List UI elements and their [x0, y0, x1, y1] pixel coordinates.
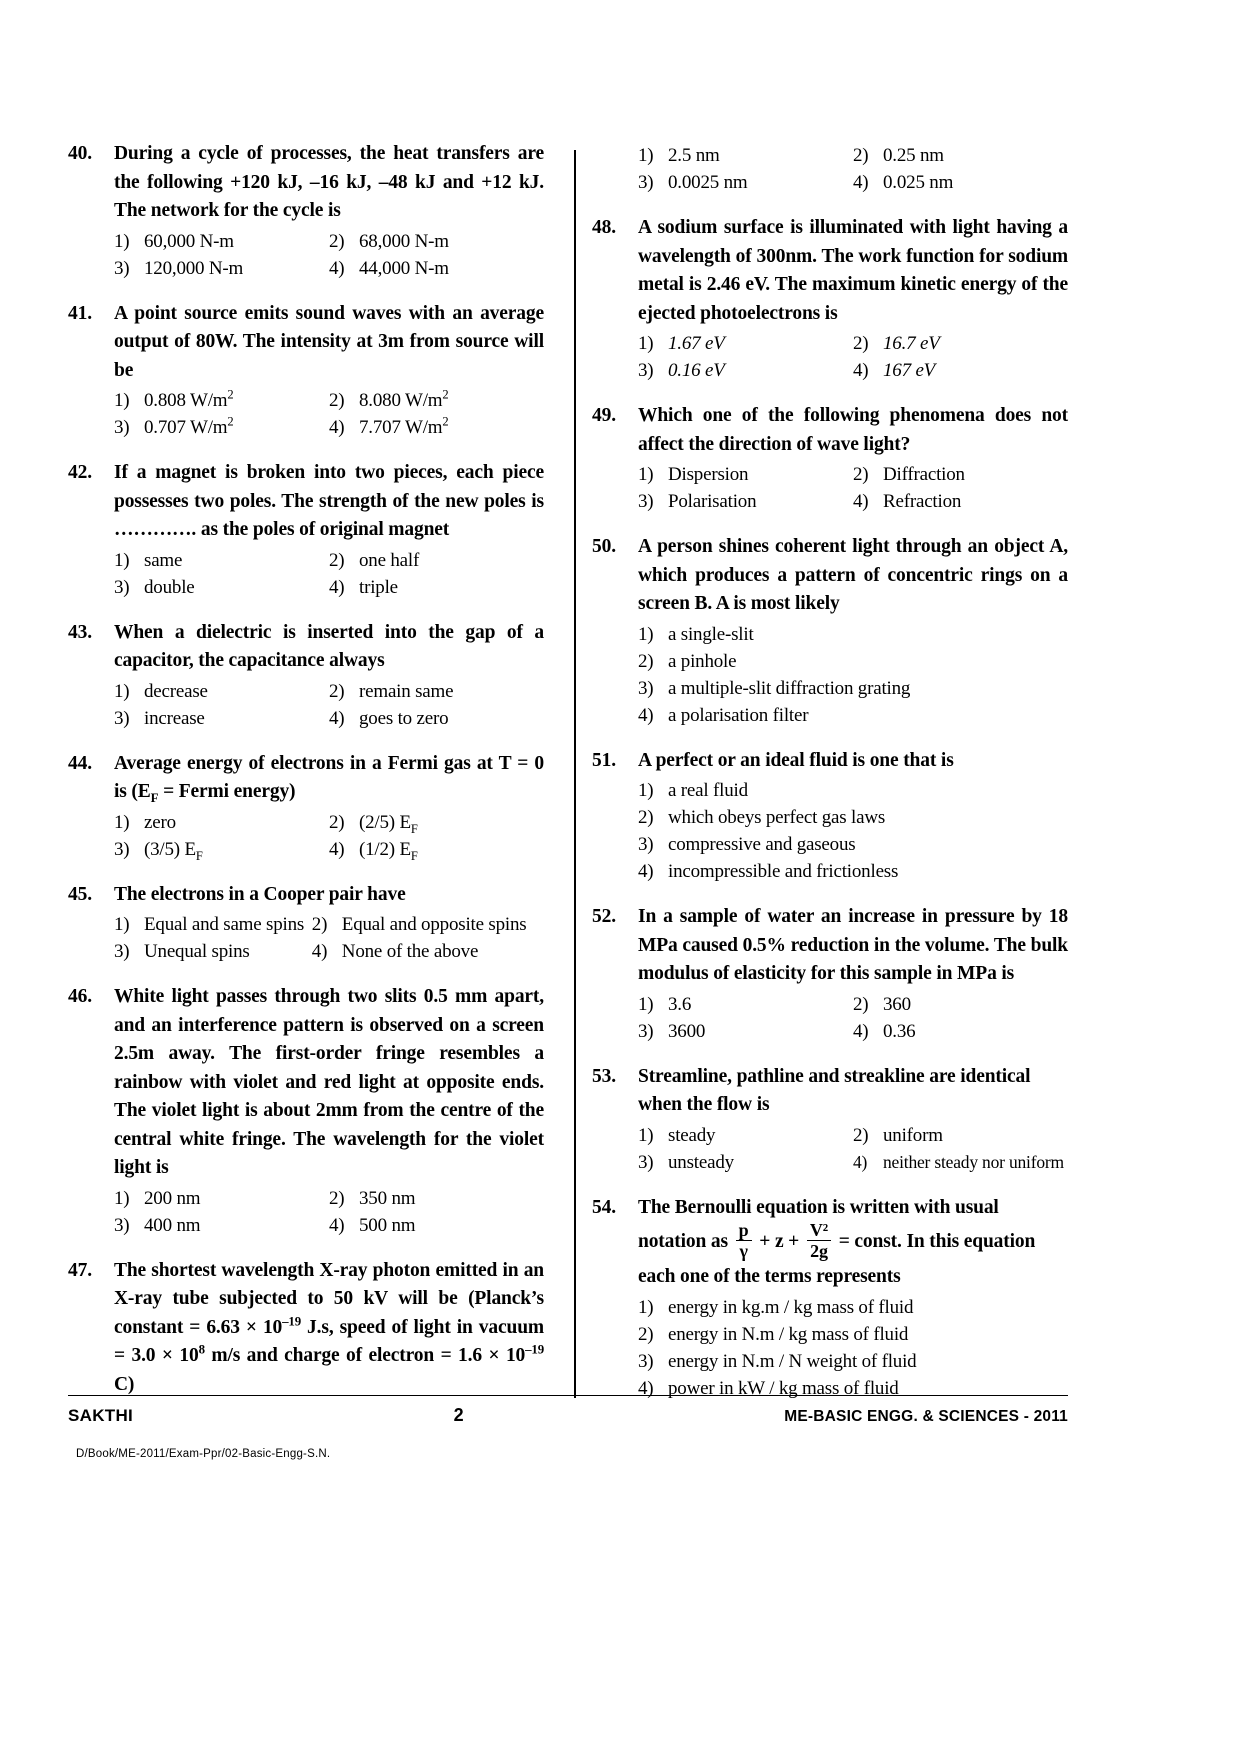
- option-marker: 3): [114, 941, 130, 962]
- option-label: power in kW / kg mass of fluid: [668, 1377, 899, 1399]
- option-3[interactable]: [114, 705, 329, 732]
- option-label: 60,000 N-m: [144, 230, 234, 252]
- option-label: 1.67 eV: [668, 333, 725, 354]
- question-text-line1: The Bernoulli equation is written with usual: [638, 1196, 999, 1218]
- option-4[interactable]: [853, 1149, 1068, 1176]
- options-list: [638, 1122, 1068, 1176]
- question-number: 44.: [68, 752, 93, 774]
- option-marker: 4): [638, 861, 654, 882]
- option-label: 400 nm: [144, 1214, 201, 1236]
- option-marker: 3): [114, 1214, 130, 1236]
- options-list: [114, 228, 544, 282]
- option-2[interactable]: [853, 330, 1068, 357]
- column-divider: [574, 150, 576, 1398]
- option-label: 8.080 $W/m^2$: [359, 387, 449, 411]
- option-label: Dispersion: [668, 464, 749, 485]
- question-number: 45.: [68, 883, 93, 905]
- option-label: Equal and same spins: [144, 914, 305, 935]
- question-number: 52.: [592, 906, 617, 927]
- footer-exam-title: ME-BASIC ENGG. & SCIENCES - 2011: [784, 1408, 1068, 1425]
- option-4[interactable]: [853, 357, 1068, 384]
- fraction-v2-over-2g: [807, 1222, 831, 1261]
- option-label: a single-slit: [668, 623, 754, 645]
- option-label: 120,000 N-m: [144, 257, 244, 279]
- option-3[interactable]: [638, 1348, 1068, 1375]
- option-marker: 4): [638, 1377, 654, 1399]
- options-list: [114, 1185, 544, 1239]
- question-44: [68, 750, 544, 863]
- question-text: When a dielectric is inserted into the gap of a capacitor, the capacitance always: [114, 621, 544, 671]
- option-1[interactable]: [114, 911, 312, 938]
- option-marker: 2): [638, 650, 654, 672]
- question-number: 54.: [592, 1196, 617, 1218]
- option-marker: 1): [638, 464, 654, 485]
- option-label: 0.707 $W/m^2$: [144, 414, 234, 438]
- option-2[interactable]: [329, 678, 544, 705]
- option-1[interactable]: [114, 678, 329, 705]
- option-marker: 4): [329, 257, 345, 279]
- option-marker: 3): [114, 257, 130, 279]
- option-label: zero: [144, 811, 176, 833]
- option-marker: 4): [853, 172, 869, 193]
- two-column-content: [68, 140, 1068, 1399]
- option-label: same: [144, 549, 183, 571]
- equation-prefix: notation as: [638, 1230, 728, 1252]
- option-4[interactable]: [638, 702, 1068, 729]
- option-marker: 2): [329, 811, 345, 833]
- option-label: (1/2) $E_F$: [359, 838, 418, 863]
- option-1[interactable]: [638, 777, 1068, 804]
- document-path: D/Book/ME-2011/Exam-Ppr/02-Basic-Engg-S.N.: [76, 1448, 331, 1460]
- options-list: [114, 387, 544, 441]
- option-marker: 1): [114, 1187, 130, 1209]
- option-marker: 4): [853, 360, 869, 381]
- option-label: a pinhole: [668, 650, 737, 672]
- option-3[interactable]: [114, 836, 329, 863]
- option-marker: 2): [329, 390, 345, 411]
- question-text: A sodium surface is illuminated with light having a wavelength of 300nm. The work function for sodium metal is 2.46 eV. The maximum kinetic energy of the ejected photoelectrons is: [638, 217, 1068, 324]
- option-marker: 3): [638, 1020, 654, 1042]
- option-4[interactable]: [329, 1212, 544, 1239]
- option-label: energy in N.m / N weight of fluid: [668, 1350, 917, 1372]
- question-text: During a cycle of processes, the heat transfers are the following +120 kJ, –16 kJ, –48 kJ and +12 kJ. The network for the cycle is: [114, 143, 544, 221]
- question-43: [68, 619, 544, 732]
- question-text: Average energy of electrons in a Fermi gas at T = 0 is ($E_F$ = Fermi energy): [114, 752, 544, 805]
- option-label: a real fluid: [668, 780, 748, 801]
- option-label: 3.6: [668, 993, 692, 1015]
- option-label: increase: [144, 707, 205, 729]
- option-4[interactable]: [312, 938, 544, 965]
- footer-brand: SAKTHI: [68, 1406, 134, 1425]
- question-number: 50.: [592, 536, 617, 557]
- equation-plus-z: + z +: [759, 1230, 800, 1252]
- options-list: [638, 142, 1068, 196]
- option-2[interactable]: [853, 461, 1068, 488]
- option-marker: 1): [114, 680, 130, 702]
- fraction-numerator: p: [736, 1222, 752, 1241]
- option-marker: 2): [329, 230, 345, 252]
- option-label: (2/5) $E_F$: [359, 811, 418, 836]
- option-marker: 1): [114, 914, 130, 935]
- option-marker: 2): [329, 549, 345, 571]
- options-list: [638, 1294, 1068, 1402]
- option-3[interactable]: [638, 1018, 853, 1045]
- question-54: [592, 1194, 1068, 1402]
- option-label: Equal and opposite spins: [341, 914, 527, 935]
- option-label: 0.0025 nm: [668, 172, 748, 193]
- question-number: 48.: [592, 217, 617, 238]
- question-text: A person shines coherent light through an object A, which produces a pattern of concentric rings on a screen B. A is most likely: [638, 536, 1068, 614]
- right-column: [592, 140, 1068, 1399]
- options-list: [638, 330, 1068, 384]
- option-label: uniform: [883, 1124, 943, 1146]
- option-3[interactable]: [114, 255, 329, 282]
- question-49: [592, 402, 1068, 515]
- option-2[interactable]: [329, 809, 544, 836]
- option-label: 360: [883, 993, 911, 1015]
- option-label: 0.16 eV: [668, 360, 725, 381]
- option-4[interactable]: [329, 414, 544, 441]
- option-marker: 4): [329, 838, 345, 860]
- option-2[interactable]: [638, 648, 1068, 675]
- option-marker: 1): [638, 780, 654, 801]
- option-label: 200 nm: [144, 1187, 201, 1209]
- question-50: [592, 533, 1068, 729]
- question-text: In a sample of water an increase in pressure by 18 MPa caused 0.5% reduction in the volume. The bulk modulus of elasticity for this sample in MPa is: [638, 906, 1068, 984]
- option-label: energy in N.m / kg mass of fluid: [668, 1323, 909, 1345]
- page-number: 2: [453, 1405, 464, 1425]
- option-label: neither steady nor uniform: [883, 1151, 1064, 1172]
- option-3[interactable]: [114, 414, 329, 441]
- options-list: [114, 547, 544, 601]
- question-number: 40.: [68, 143, 93, 164]
- option-label: 3600: [668, 1020, 706, 1042]
- question-53: [592, 1063, 1068, 1176]
- option-marker: 3): [638, 677, 654, 699]
- question-47: [68, 1257, 544, 1401]
- option-3[interactable]: [638, 357, 853, 384]
- option-label: 7.707 $W/m^2$: [359, 414, 449, 438]
- option-marker: 1): [114, 811, 130, 833]
- question-40: [68, 140, 544, 282]
- option-marker: 2): [853, 333, 869, 354]
- question-text: The electrons in a Cooper pair have: [114, 883, 406, 905]
- bernoulli-equation-line: [638, 1220, 1068, 1262]
- option-1[interactable]: [114, 547, 329, 574]
- option-label: which obeys perfect gas laws: [668, 807, 886, 828]
- option-3[interactable]: [638, 169, 853, 196]
- option-2[interactable]: [329, 547, 544, 574]
- option-4[interactable]: [638, 858, 1068, 885]
- option-marker: 2): [853, 1124, 869, 1146]
- option-label: None of the above: [341, 941, 479, 962]
- option-2[interactable]: [853, 142, 1068, 169]
- page-footer: [68, 1395, 1068, 1426]
- option-marker: 4): [329, 417, 345, 438]
- option-4[interactable]: [329, 705, 544, 732]
- option-marker: 3): [638, 360, 654, 381]
- option-marker: 4): [329, 707, 345, 729]
- question-42: [68, 459, 544, 601]
- option-4[interactable]: [853, 1018, 1068, 1045]
- option-1[interactable]: [114, 1185, 329, 1212]
- option-marker: 1): [638, 1296, 654, 1318]
- question-47-options-continued: [592, 140, 1068, 196]
- option-2[interactable]: [329, 1185, 544, 1212]
- option-1[interactable]: [638, 142, 853, 169]
- option-marker: 3): [638, 172, 654, 193]
- option-2[interactable]: [312, 911, 544, 938]
- question-48: [592, 214, 1068, 384]
- option-marker: 1): [114, 549, 130, 571]
- option-label: 2.5 nm: [668, 145, 720, 166]
- option-label: (3/5) $E_F$: [144, 838, 203, 863]
- option-2[interactable]: [329, 228, 544, 255]
- option-2[interactable]: [853, 1122, 1068, 1149]
- option-label: steady: [668, 1124, 716, 1146]
- question-text: A perfect or an ideal fluid is one that is: [638, 749, 954, 771]
- option-marker: 4): [329, 1214, 345, 1236]
- option-marker: 2): [638, 807, 654, 828]
- option-marker: 4): [853, 1020, 869, 1042]
- option-label: 350 nm: [359, 1187, 416, 1209]
- question-number: 46.: [68, 986, 93, 1007]
- option-label: Refraction: [883, 491, 962, 512]
- option-label: goes to zero: [359, 707, 449, 729]
- option-label: 16.7 eV: [883, 333, 940, 354]
- option-label: double: [144, 576, 195, 598]
- question-text: The shortest wavelength X-ray photon emitted in an X-ray tube subjected to 50 kV will be (Planck’s constant = $6.63 \times 10^{-19}$ J.s, speed of light in vacuum = $3.0 \times 10^8$ m/s and charge of electron = $1.6 \times 10^{-19}$ C): [114, 1259, 544, 1395]
- fraction-numerator: V²: [807, 1222, 831, 1241]
- option-1[interactable]: [638, 461, 853, 488]
- option-label: 500 nm: [359, 1214, 416, 1236]
- option-4[interactable]: [329, 836, 544, 863]
- option-label: decrease: [144, 680, 208, 702]
- option-marker: 1): [638, 1124, 654, 1146]
- option-label: compressive and gaseous: [668, 834, 856, 855]
- question-number: 47.: [68, 1259, 93, 1281]
- option-label: Unequal spins: [144, 941, 250, 962]
- question-number: 43.: [68, 621, 93, 643]
- option-3[interactable]: [114, 938, 312, 965]
- option-label: 0.025 nm: [883, 172, 954, 193]
- question-41: [68, 300, 544, 442]
- question-text: A point source emits sound waves with an average output of 80W. The intensity at 3m from source will be: [114, 302, 544, 381]
- option-1[interactable]: [638, 991, 853, 1018]
- option-marker: 1): [638, 623, 654, 645]
- options-list: [114, 911, 544, 965]
- option-marker: 2): [853, 145, 869, 166]
- option-1[interactable]: [638, 330, 853, 357]
- option-label: triple: [359, 576, 398, 598]
- options-list: [114, 678, 544, 732]
- option-marker: 2): [638, 1323, 654, 1345]
- option-marker: 3): [114, 417, 130, 438]
- option-label: 0.808 $W/m^2$: [144, 387, 234, 411]
- option-marker: 3): [638, 1350, 654, 1372]
- option-3[interactable]: [638, 831, 1068, 858]
- question-text: White light passes through two slits 0.5 mm apart, and an interference pattern is observed on a screen 2.5m away. The first-order fringe resembles a rainbow with violet and red light at opposite ends. The violet light is about 2mm from the centre of the central white fringe. The wavelength for the violet light is: [114, 986, 544, 1178]
- option-marker: 2): [853, 464, 869, 485]
- option-4[interactable]: [853, 169, 1068, 196]
- option-1[interactable]: [114, 387, 329, 414]
- option-marker: 3): [114, 838, 130, 860]
- option-3[interactable]: [638, 675, 1068, 702]
- question-text-line3: each one of the terms represents: [638, 1266, 901, 1287]
- option-3[interactable]: [114, 1212, 329, 1239]
- option-1[interactable]: [638, 1122, 853, 1149]
- question-52: [592, 903, 1068, 1045]
- option-1[interactable]: [114, 228, 329, 255]
- option-2[interactable]: [853, 991, 1068, 1018]
- option-marker: 2): [329, 680, 345, 702]
- question-45: [68, 881, 544, 966]
- option-marker: 3): [638, 1151, 654, 1173]
- question-number: 51.: [592, 749, 617, 771]
- option-marker: 1): [638, 333, 654, 354]
- option-marker: 4): [853, 1151, 868, 1172]
- question-number: 41.: [68, 302, 93, 324]
- option-label: 44,000 N-m: [359, 257, 449, 279]
- option-1[interactable]: [638, 621, 1068, 648]
- fraction-p-over-gamma: [736, 1222, 752, 1261]
- option-label: 0.25 nm: [883, 145, 944, 166]
- option-label: incompressible and frictionless: [668, 861, 899, 882]
- option-4[interactable]: [853, 488, 1068, 515]
- question-number: 49.: [592, 405, 617, 426]
- options-list: [114, 809, 544, 863]
- option-4[interactable]: [329, 574, 544, 601]
- option-marker: 1): [638, 993, 654, 1015]
- equation-tail: = const. In this equation: [838, 1230, 1036, 1252]
- options-list: [638, 621, 1068, 729]
- option-marker: 1): [114, 390, 130, 411]
- option-label: a polarisation filter: [668, 704, 809, 726]
- option-marker: 2): [311, 914, 328, 935]
- option-label: one half: [359, 549, 420, 571]
- option-3[interactable]: [114, 574, 329, 601]
- option-label: 0.36: [883, 1020, 916, 1042]
- fraction-denominator: γ: [739, 1241, 748, 1261]
- option-marker: 3): [114, 707, 130, 729]
- option-1[interactable]: [638, 1294, 1068, 1321]
- option-marker: 4): [311, 941, 328, 962]
- question-text: Streamline, pathline and streakline are identical when the flow is: [638, 1065, 1031, 1115]
- option-label: Polarisation: [668, 491, 757, 512]
- option-label: Diffraction: [883, 464, 965, 485]
- question-46: [68, 983, 544, 1239]
- fraction-denominator: 2g: [810, 1241, 828, 1261]
- question-number: 42.: [68, 462, 93, 483]
- option-label: 68,000 N-m: [359, 230, 449, 252]
- option-marker: 3): [638, 491, 654, 512]
- options-list: [638, 991, 1068, 1045]
- option-3[interactable]: [638, 1149, 853, 1176]
- option-label: a multiple-slit diffraction grating: [668, 677, 911, 699]
- option-4[interactable]: [329, 255, 544, 282]
- option-label: 167 eV: [883, 360, 936, 381]
- option-marker: 4): [329, 576, 345, 598]
- options-list: [638, 461, 1068, 515]
- option-marker: 2): [853, 993, 869, 1015]
- option-3[interactable]: [638, 488, 853, 515]
- option-1[interactable]: [114, 809, 329, 836]
- option-label: remain same: [359, 680, 454, 702]
- option-2[interactable]: [638, 1321, 1068, 1348]
- option-marker: 3): [638, 834, 654, 855]
- options-list: [638, 777, 1068, 885]
- question-text: If a magnet is broken into two pieces, each piece possesses two poles. The strength of the new poles is …………. as the poles of original magnet: [114, 462, 544, 540]
- option-marker: 2): [329, 1187, 345, 1209]
- spacer: [592, 140, 638, 196]
- question-number: 53.: [592, 1065, 617, 1087]
- option-marker: 3): [114, 576, 130, 598]
- option-label: energy in kg.m / kg mass of fluid: [668, 1296, 914, 1318]
- option-marker: 1): [114, 230, 130, 252]
- question-51: [592, 747, 1068, 886]
- option-2[interactable]: [329, 387, 544, 414]
- option-label: unsteady: [668, 1151, 734, 1173]
- option-marker: 4): [853, 491, 869, 512]
- option-2[interactable]: [638, 804, 1068, 831]
- option-marker: 4): [638, 704, 654, 726]
- left-column: [68, 140, 558, 1395]
- option-marker: 1): [638, 145, 654, 166]
- question-text: Which one of the following phenomena does not affect the direction of wave light?: [638, 405, 1068, 455]
